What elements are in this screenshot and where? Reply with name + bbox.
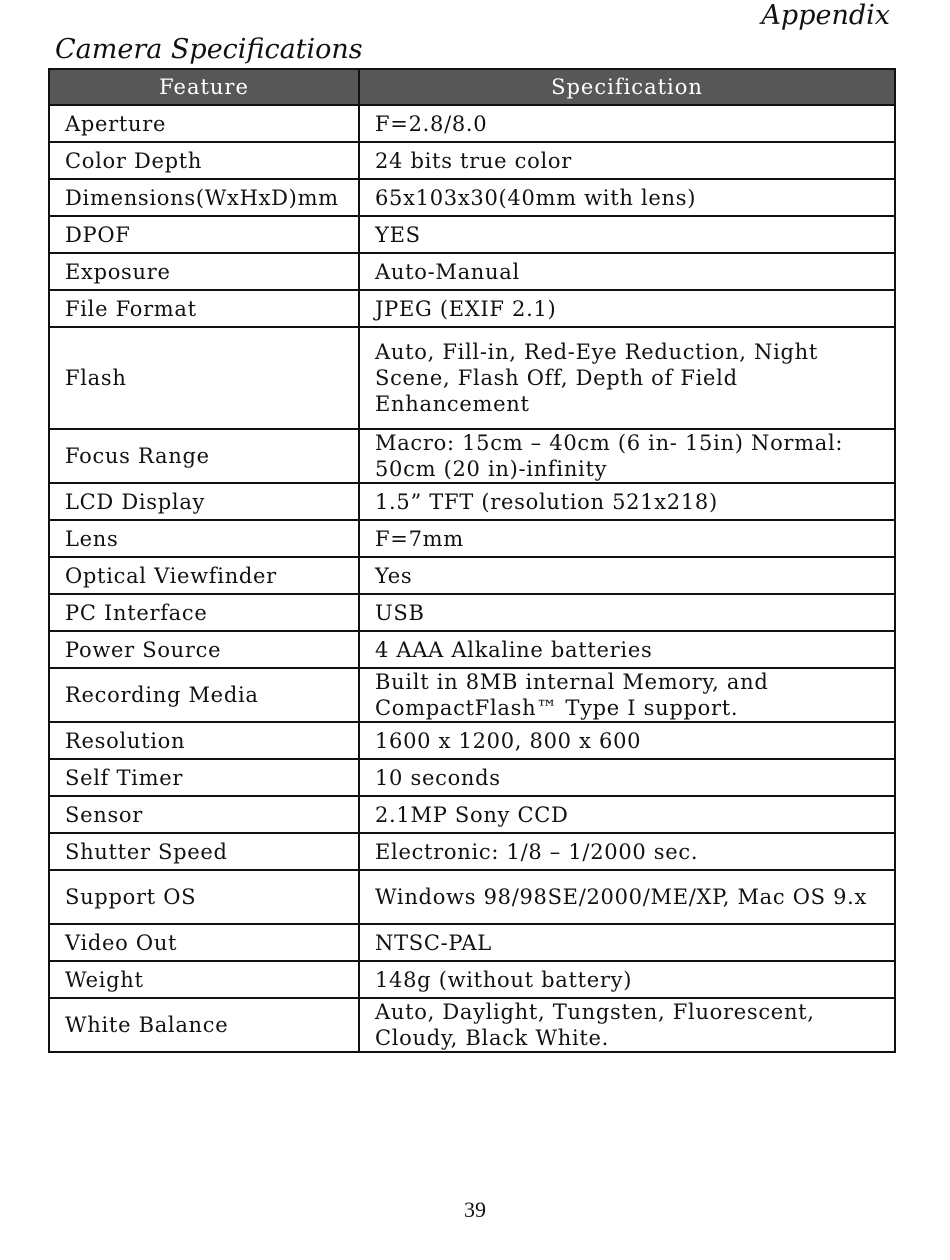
table-row — [49, 998, 895, 1052]
spec-cell: NTSC-PAL — [359, 924, 895, 961]
section-header: Appendix — [761, 0, 890, 31]
feature-cell: Dimensions(WxHxD)mm — [49, 179, 359, 216]
table-row — [49, 759, 895, 796]
table-row — [49, 594, 895, 631]
spec-cell: USB — [359, 594, 895, 631]
spec-table — [48, 68, 896, 1053]
spec-cell: 2.1MP Sony CCD — [359, 796, 895, 833]
table-row — [49, 327, 895, 429]
spec-cell: 65x103x30(40mm with lens) — [359, 179, 895, 216]
table-row — [49, 179, 895, 216]
table-row — [49, 142, 895, 179]
table-row — [49, 722, 895, 759]
feature-cell: Video Out — [49, 924, 359, 961]
table-row — [49, 557, 895, 594]
spec-cell: Auto-Manual — [359, 253, 895, 290]
feature-cell: Flash — [49, 327, 359, 429]
page-title: Camera Specifications — [55, 34, 363, 65]
feature-cell: Lens — [49, 520, 359, 557]
spec-cell: Yes — [359, 557, 895, 594]
table-row — [49, 833, 895, 870]
table-row — [49, 290, 895, 327]
table-row — [49, 870, 895, 924]
spec-cell: Auto, Daylight, Tungsten, Fluorescent, Cloudy, Black White. — [359, 998, 895, 1052]
feature-cell: Shutter Speed — [49, 833, 359, 870]
spec-cell: Windows 98/98SE/2000/ME/XP, Mac OS 9.x — [359, 870, 895, 924]
feature-cell: Exposure — [49, 253, 359, 290]
spec-cell: 148g (without battery) — [359, 961, 895, 998]
table-row — [49, 796, 895, 833]
table-row — [49, 253, 895, 290]
feature-cell: Power Source — [49, 631, 359, 668]
table-header-row — [49, 69, 895, 105]
table-row — [49, 429, 895, 483]
feature-cell: Aperture — [49, 105, 359, 142]
column-header-feature: Feature — [49, 69, 359, 105]
table-row — [49, 924, 895, 961]
feature-cell: DPOF — [49, 216, 359, 253]
spec-cell: Built in 8MB internal Memory, and CompactFlash™ Type I support. — [359, 668, 895, 722]
spec-cell: 4 AAA Alkaline batteries — [359, 631, 895, 668]
table-row — [49, 216, 895, 253]
feature-cell: Sensor — [49, 796, 359, 833]
feature-cell: Color Depth — [49, 142, 359, 179]
page-number: 39 — [464, 1197, 486, 1222]
feature-cell: PC Interface — [49, 594, 359, 631]
feature-cell: Self Timer — [49, 759, 359, 796]
spec-cell: 10 seconds — [359, 759, 895, 796]
spec-cell: Auto, Fill-in, Red-Eye Reduction, Night Scene, Flash Off, Depth of Field Enhancement — [359, 327, 895, 429]
feature-cell: White Balance — [49, 998, 359, 1052]
feature-cell: Recording Media — [49, 668, 359, 722]
feature-cell: Optical Viewfinder — [49, 557, 359, 594]
table-row — [49, 483, 895, 520]
spec-cell: 24 bits true color — [359, 142, 895, 179]
table-row — [49, 668, 895, 722]
table-row — [49, 520, 895, 557]
table-row — [49, 631, 895, 668]
feature-cell: Resolution — [49, 722, 359, 759]
spec-cell: YES — [359, 216, 895, 253]
feature-cell: Weight — [49, 961, 359, 998]
feature-cell: File Format — [49, 290, 359, 327]
spec-cell: 1600 x 1200, 800 x 600 — [359, 722, 895, 759]
spec-cell: 1.5” TFT (resolution 521x218) — [359, 483, 895, 520]
spec-cell: Macro: 15cm – 40cm (6 in- 15in) Normal: 50cm (20 in)-infinity — [359, 429, 895, 483]
table-row — [49, 961, 895, 998]
spec-cell: JPEG (EXIF 2.1) — [359, 290, 895, 327]
table-row — [49, 105, 895, 142]
spec-cell: F=7mm — [359, 520, 895, 557]
spec-cell: F=2.8/8.0 — [359, 105, 895, 142]
column-header-specification: Specification — [359, 69, 895, 105]
feature-cell: LCD Display — [49, 483, 359, 520]
feature-cell: Support OS — [49, 870, 359, 924]
spec-cell: Electronic: 1/8 – 1/2000 sec. — [359, 833, 895, 870]
feature-cell: Focus Range — [49, 429, 359, 483]
